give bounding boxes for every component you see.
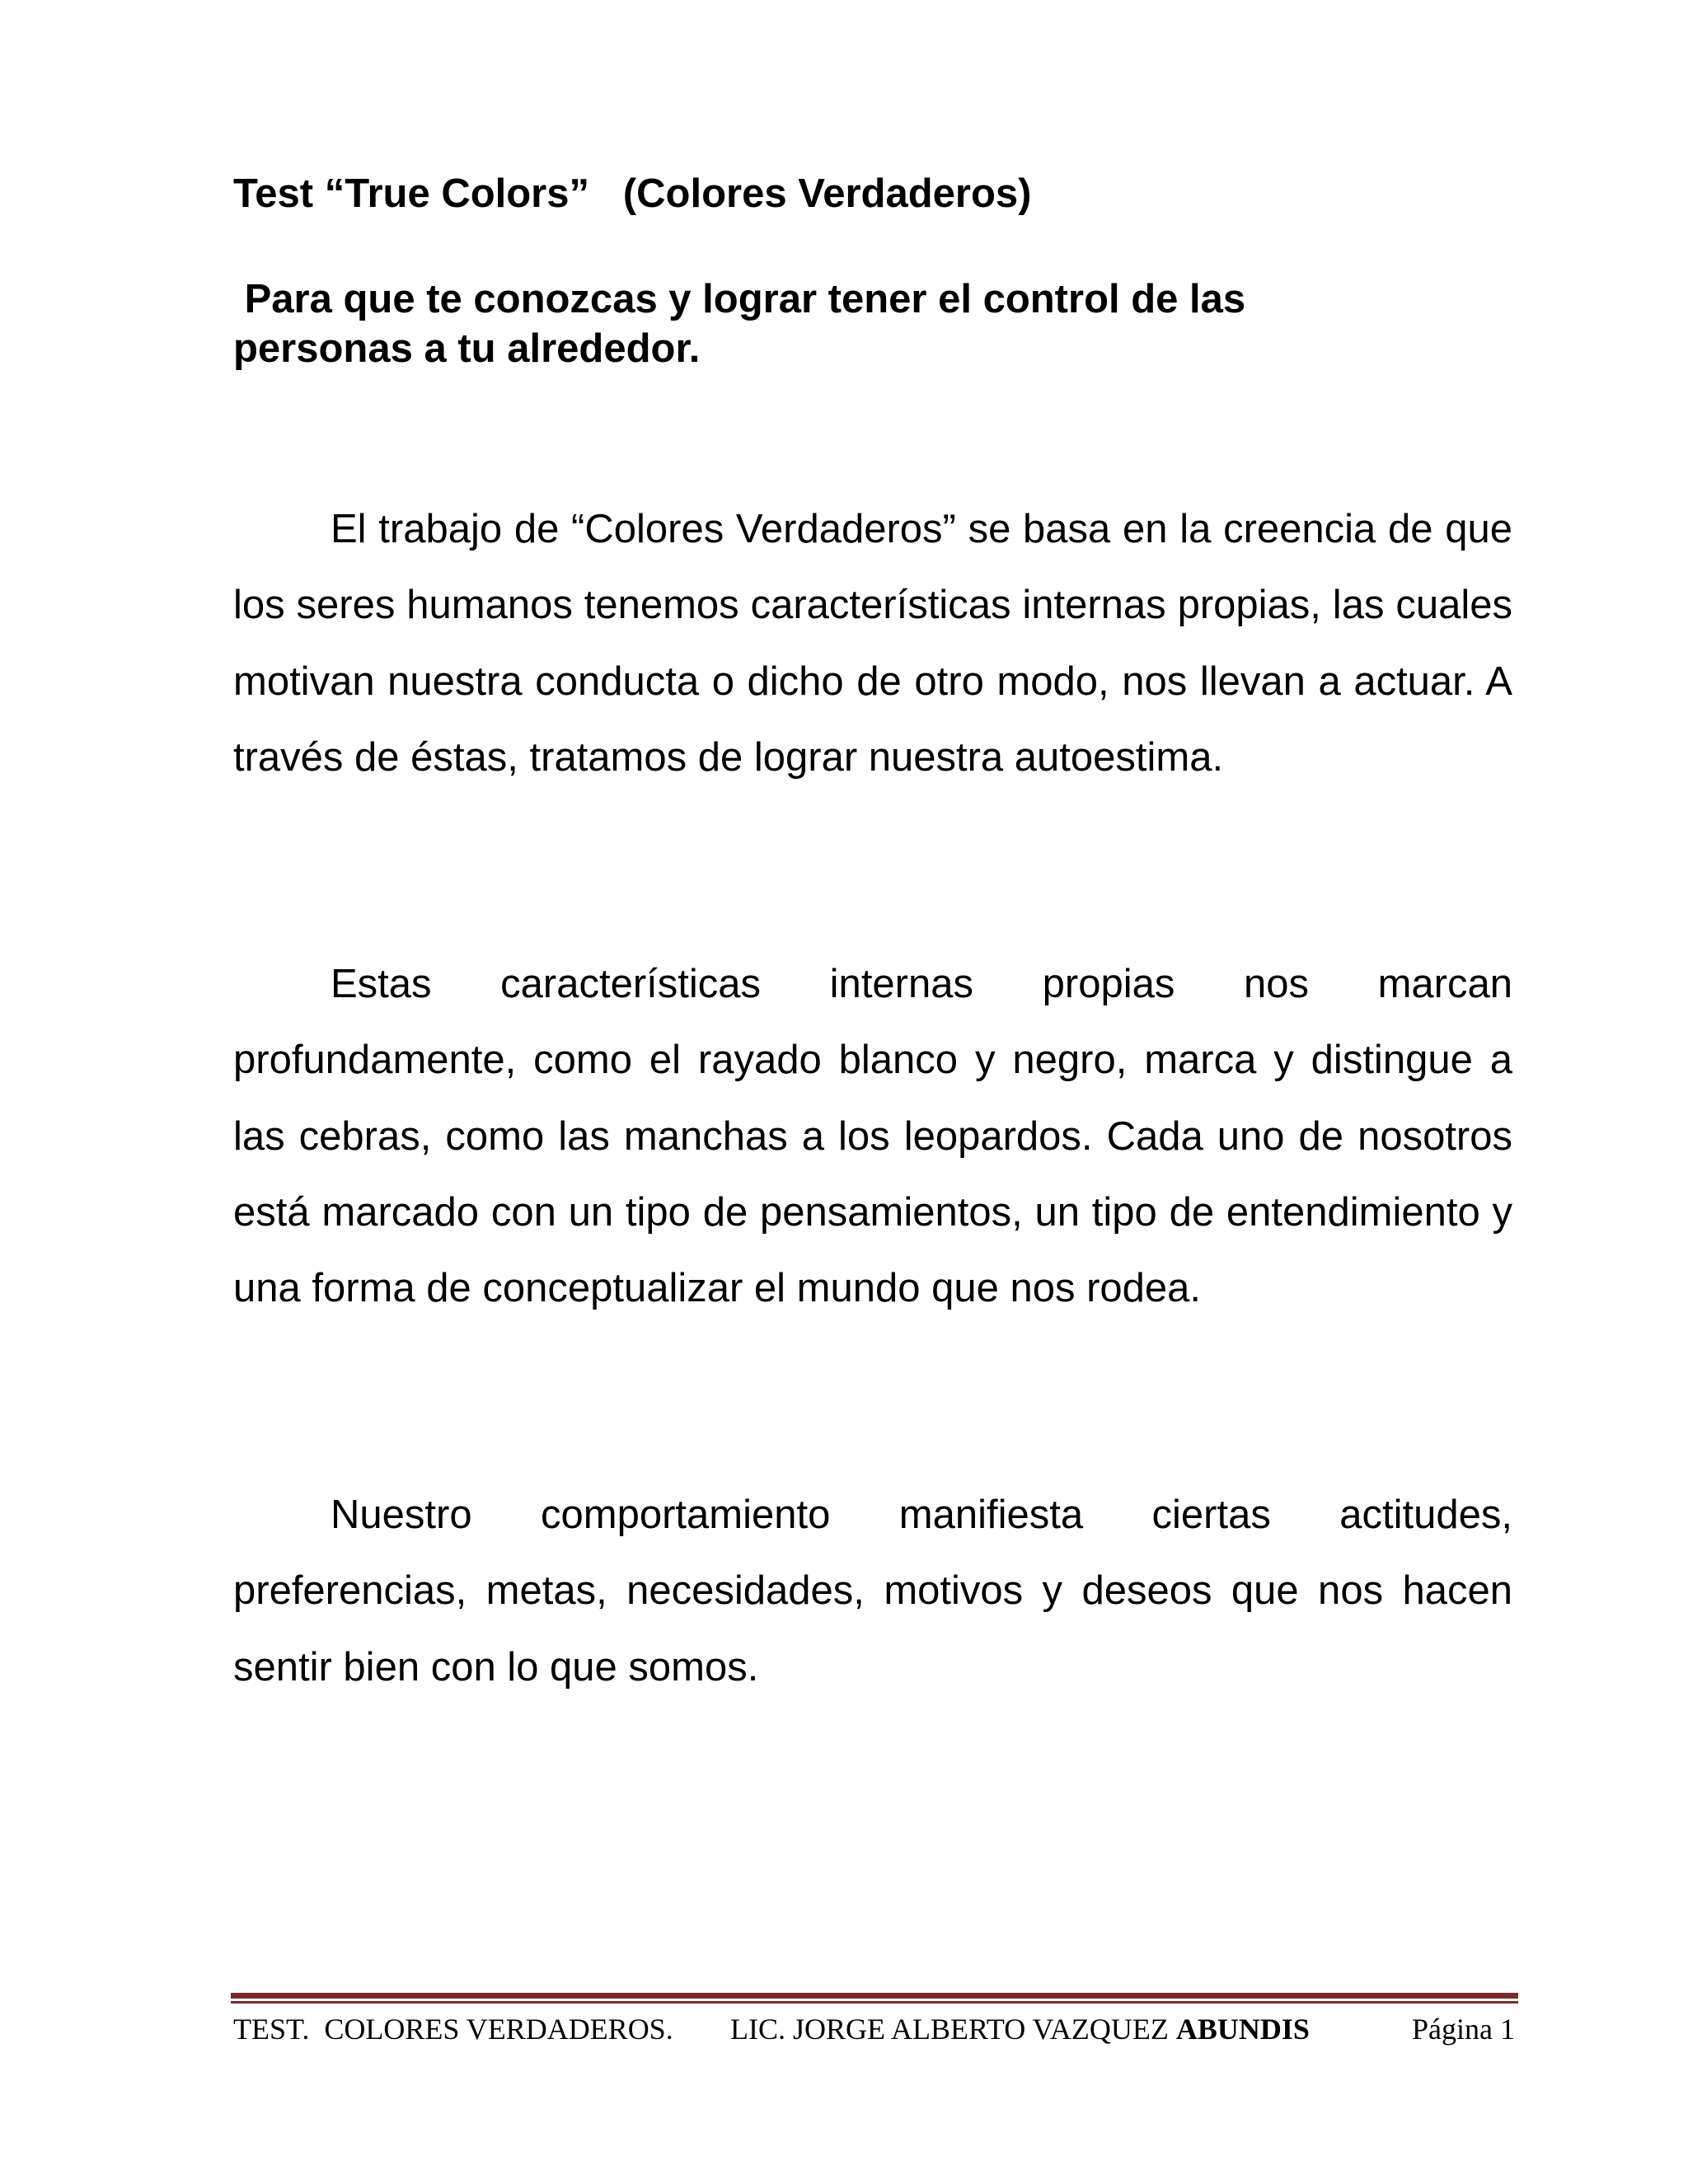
footer-document-title: TEST. COLORES VERDADEROS.	[233, 2013, 673, 2046]
body-paragraph: Nuestro comportamiento manifiesta ciertas actitudes, preferencias, metas, necesidades, motivos y deseos que nos hacen sentir bien con lo que somos.	[233, 1493, 1512, 1690]
footer-divider-thin	[231, 2001, 1518, 2004]
footer-divider-thick	[231, 1993, 1518, 1999]
footer-author	[730, 2004, 1310, 2054]
footer-divider	[231, 1993, 1518, 2004]
footer-author-name: LIC. JORGE ALBERTO VAZQUEZ	[730, 2013, 1176, 2046]
subtitle-line: personas a tu alrededor.	[233, 326, 701, 371]
footer-author-surname: ABUNDIS	[1175, 2013, 1310, 2046]
document-subtitle	[233, 274, 1519, 373]
footer-page-number: Página 1	[1412, 2013, 1515, 2046]
body-paragraph: Estas características internas propias nos marcan profundamente, como el rayado blanco y negro, marca y distingue a las cebras, como las manchas a los leopardos. Cada uno de nosotros está marcado con un tipo de pensamientos, un tipo de entendimiento y una forma de conceptualizar el mundo que nos rodea.	[233, 962, 1512, 1311]
body-paragraph: El trabajo de “Colores Verdaderos” se basa en la creencia de que los seres humanos tenemos características internas propias, las cuales motivan nuestra conducta o dicho de otro modo, nos llevan a actuar. A través de éstas, tratamos de lograr nuestra autoestima.	[233, 507, 1512, 780]
document-title: Test “True Colors” (Colores Verdaderos)	[233, 171, 1032, 216]
page-footer	[233, 2004, 1515, 2054]
subtitle-line: Para que te conozcas y lograr tener el control de las	[233, 277, 1246, 321]
